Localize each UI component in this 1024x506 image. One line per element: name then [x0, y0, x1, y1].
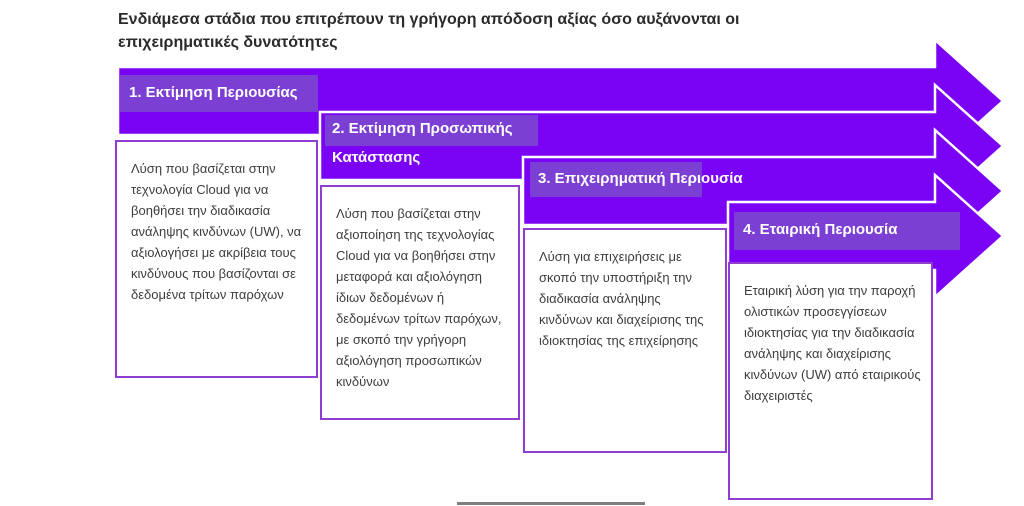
stage-2-label-line2: Κατάστασης [332, 149, 421, 166]
stage-2-description-box [320, 185, 520, 420]
stage-1-description-box [115, 140, 318, 378]
stage-2-description: Λύση που βασίζεται στην αξιοποίηση της τεχνολογίας Cloud για να βοηθήσει στην μεταφορά και αξιολόγηση ίδιων δεδομένων ή δεδομένων τρίτων παρόχων, με σκοπό την γρήγορη αξιολόγηση προσωπικών κινδύνων [336, 206, 502, 389]
stage-3-label: 3. Επιχειρηματική Περιουσία [538, 170, 743, 187]
stage-4-description: Εταιρική λύση για την παροχή ολιστικών προσεγγίσεων ιδιοκτησίας για την διαδικασία ανάληψης και διαχείρισης κινδύνων (UW) από εταιρικούς διαχειριστές [744, 283, 921, 403]
stage-1-description: Λύση που βασίζεται στην τεχνολογία Cloud για να βοηθήσει την διαδικασία ανάληψης κινδύνων (UW), να αξιολογήσει με ακρίβεια τους κινδύνους που βασίζονται σε δεδομένα τρίτων παρόχων [131, 161, 302, 302]
stage-3-description-box [523, 228, 727, 453]
stage-4-description-box [728, 262, 933, 500]
stage-1-label: 1. Εκτίμηση Περιουσίας [129, 84, 298, 101]
stage-2-label-line1: 2. Εκτίμηση Προσωπικής [332, 120, 513, 137]
slide-title: Ενδιάμεσα στάδια που επιτρέπουν τη γρήγορη απόδοση αξίας όσο αυξάνονται οι επιχειρηματικές δυνατότητες [118, 11, 740, 51]
footer-divider-line [457, 502, 645, 505]
stage-4-label: 4. Εταιρική Περιουσία [743, 221, 898, 238]
stage-3-description: Λύση για επιχειρήσεις με σκοπό την υποστήριξη την διαδικασία ανάληψης κινδύνων και διαχείρισης της ιδιοκτησίας της επιχείρησης [539, 249, 704, 348]
